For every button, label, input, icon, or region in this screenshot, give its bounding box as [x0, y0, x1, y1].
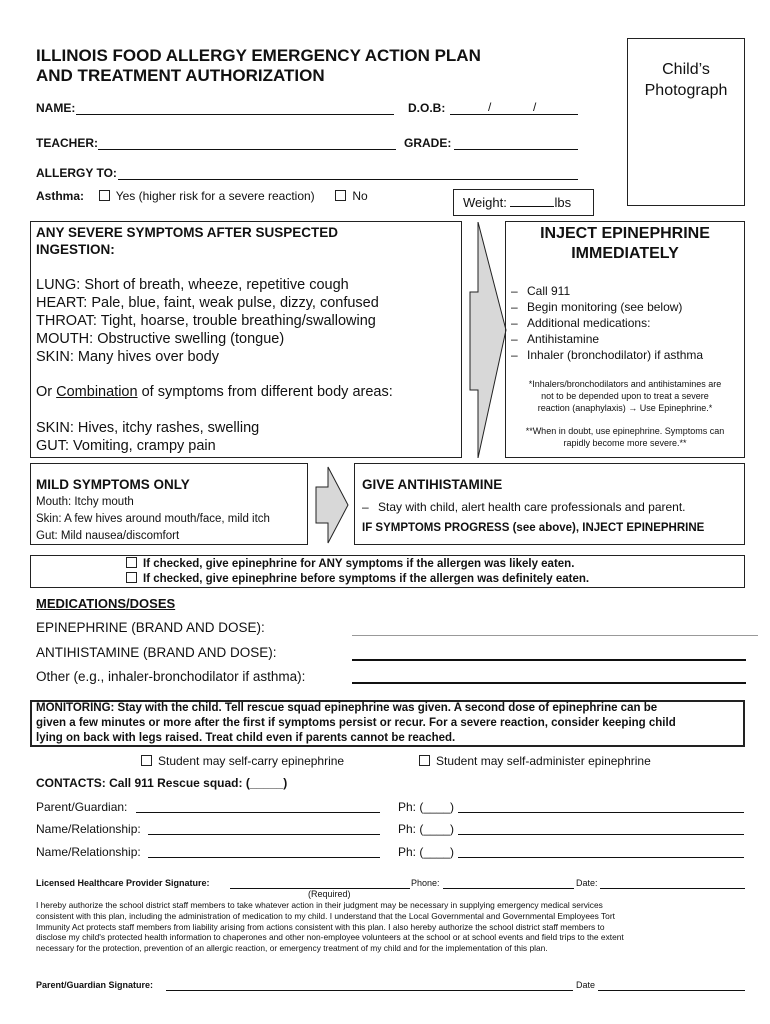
- auth-line-4: disclose my child's protected health information to chaperones and other non-employee volunteers at the school or at school events and field trips to the extent: [36, 932, 624, 943]
- authorization-text: [36, 900, 624, 954]
- dob-label: D.O.B:: [408, 101, 446, 115]
- contact-1-label: Name/Relationship:: [36, 822, 141, 836]
- combination-line: [36, 384, 393, 400]
- combination-suffix: of symptoms from different body areas:: [137, 384, 393, 400]
- inject-heading-line-2: IMMEDIATELY: [571, 245, 679, 262]
- provider-date-label: Date:: [576, 878, 598, 888]
- parent-guardian-field[interactable]: [136, 812, 380, 813]
- auth-line-3: Immunity Act protects staff members from liability arising from actions consistent with this plan. I also hereby authorize the school district staff members to: [36, 921, 605, 932]
- name-label: NAME:: [36, 101, 76, 115]
- teacher-label: TEACHER:: [36, 136, 98, 150]
- dob-separator-1: /: [488, 100, 492, 114]
- self-carry-row: [141, 754, 344, 768]
- self-administer-row: [419, 754, 651, 768]
- asthma-yes-label: Yes (higher risk for a severe reaction): [115, 189, 315, 203]
- other-med-field[interactable]: [352, 682, 746, 684]
- note-1-line-3: reaction (anaphylaxis) → Use Epinephrine.*: [537, 403, 713, 413]
- symptom-throat: THROAT: Tight, hoarse, trouble breathing/swallowing: [36, 313, 376, 329]
- allergy-field[interactable]: [118, 179, 578, 180]
- auth-line-5: necessary for the protection, prevention of an allergic reaction, or emergency treatment of my child and for the implementation of this plan.: [36, 943, 548, 954]
- right-arrow-icon: [468, 222, 508, 458]
- parent-phone-field[interactable]: [458, 812, 744, 813]
- dob-separator-2: /: [533, 100, 537, 114]
- inject-note-1: [505, 378, 745, 414]
- contact-2-field[interactable]: [148, 857, 380, 858]
- inject-heading: [505, 224, 745, 264]
- name-field[interactable]: [76, 114, 394, 115]
- contacts-heading: CONTACTS: Call 911 Rescue squad: (_____): [36, 776, 288, 790]
- antihistamine-dose-field[interactable]: [352, 659, 746, 661]
- contact-2-label: Name/Relationship:: [36, 845, 141, 859]
- monitoring-line-2: given a few minutes or more after the first if symptoms persist or recur. For a severe reaction, consider keeping child: [36, 717, 676, 729]
- inject-heading-line-1: INJECT EPINEPHRINE: [540, 225, 710, 242]
- severe-symptom-list: [36, 276, 379, 366]
- contact-1-field[interactable]: [148, 834, 380, 835]
- self-carry-label: Student may self-carry epinephrine: [158, 754, 345, 768]
- step-monitoring: – Begin monitoring (see below): [527, 299, 703, 315]
- combination-list: [36, 419, 259, 455]
- contact-2-phone-label: Ph: (____): [398, 845, 455, 859]
- required-note: (Required): [308, 889, 351, 899]
- title-line-1: ILLINOIS FOOD ALLERGY EMERGENCY ACTION PLAN: [36, 46, 481, 65]
- photo-label-1: Child’s: [662, 61, 710, 78]
- note-1-line-2: not to be depended upon to treat a severe: [541, 391, 709, 401]
- asthma-label: Asthma:: [36, 189, 85, 203]
- note-1-line-1: *Inhalers/bronchodilators and antihistamines are: [528, 379, 722, 389]
- antihistamine-step: – Stay with child, alert health care professionals and parent.: [378, 500, 686, 514]
- weight-label: Weight:: [463, 195, 507, 210]
- inject-steps: [527, 283, 703, 363]
- inject-note-2: [505, 425, 745, 449]
- parent-phone-label: Ph: (____): [398, 800, 455, 814]
- antihistamine-progress: IF SYMPTOMS PROGRESS (see above), INJECT EPINEPHRINE: [362, 522, 705, 534]
- antihistamine-heading: GIVE ANTIHISTAMINE: [362, 477, 503, 492]
- mild-mouth: Mouth: Itchy mouth: [36, 496, 134, 508]
- symptom-mouth: MOUTH: Obstructive swelling (tongue): [36, 331, 285, 347]
- before-symptoms-label: If checked, give epinephrine before symptoms if the allergen was definitely eaten.: [143, 573, 590, 585]
- contact-2-phone-field[interactable]: [458, 857, 744, 858]
- contact-1-phone-field[interactable]: [458, 834, 744, 835]
- symptom-heart: HEART: Pale, blue, faint, weak pulse, dizzy, confused: [36, 295, 379, 311]
- asthma-no-checkbox[interactable]: [335, 190, 346, 201]
- severe-heading-line-2: INGESTION:: [36, 242, 115, 257]
- step-call-911: – Call 911: [527, 283, 703, 299]
- monitoring-text: [36, 701, 676, 746]
- before-symptoms-checkbox[interactable]: [126, 572, 137, 583]
- note-2-line-2: rapidly become more severe.**: [563, 438, 687, 448]
- provider-phone-label: Phone:: [411, 878, 440, 888]
- epinephrine-dose-label: EPINEPHRINE (BRAND AND DOSE):: [36, 620, 265, 635]
- grade-label: GRADE:: [404, 136, 452, 150]
- severe-heading: [36, 224, 338, 258]
- weight-field[interactable]: [510, 195, 554, 207]
- mild-gut: Gut: Mild nausea/discomfort: [36, 530, 180, 542]
- mild-heading: MILD SYMPTOMS ONLY: [36, 477, 190, 492]
- epinephrine-dose-field[interactable]: [352, 635, 758, 636]
- antihistamine-steps: [378, 500, 686, 514]
- symptom-skin: SKIN: Many hives over body: [36, 349, 219, 365]
- grade-field[interactable]: [454, 149, 578, 150]
- step-inhaler: – Inhaler (bronchodilator) if asthma: [527, 347, 703, 363]
- medications-heading: MEDICATIONS/DOSES: [36, 596, 176, 611]
- auth-line-1: I hereby authorize the school district staff members to take whatever action in their judgment may be necessary in supplying emergency medical services: [36, 900, 603, 910]
- parent-signature-label: Parent/Guardian Signature:: [36, 980, 154, 990]
- monitoring-line-1: MONITORING: Stay with the child. Tell rescue squad epinephrine was given. A second dose of epinephrine can be: [36, 702, 658, 714]
- asthma-row: [36, 189, 368, 203]
- monitoring-line-3: lying on back with legs raised. Treat child even if parents cannot be reached.: [36, 732, 456, 744]
- symptom-lung: LUNG: Short of breath, wheeze, repetitive cough: [36, 277, 349, 293]
- photo-label-2: Photograph: [644, 82, 728, 99]
- auth-line-2: consistent with this plan, including the administration of medication to my child. I understand that the Local Governmental and Governmental Employees Tort: [36, 910, 615, 921]
- self-administer-checkbox[interactable]: [419, 755, 430, 766]
- combo-skin: SKIN: Hives, itchy rashes, swelling: [36, 420, 260, 436]
- mild-list: [36, 494, 270, 545]
- weight-unit: lbs: [554, 195, 572, 210]
- self-carry-checkbox[interactable]: [141, 755, 152, 766]
- provider-date-field[interactable]: [600, 888, 745, 889]
- asthma-no-label: No: [352, 189, 368, 203]
- parent-date-field[interactable]: [598, 990, 745, 991]
- allergy-label: ALLERGY TO:: [36, 166, 117, 180]
- any-symptoms-checkbox[interactable]: [126, 557, 137, 568]
- epinephrine-options: [126, 557, 589, 587]
- teacher-field[interactable]: [98, 149, 396, 150]
- provider-signature-label: Licensed Healthcare Provider Signature:: [36, 878, 210, 888]
- parent-date-label: Date: [576, 980, 596, 990]
- parent-guardian-label: Parent/Guardian:: [36, 800, 128, 814]
- combination-prefix: Or: [36, 384, 57, 400]
- step-additional-meds: – Additional medications:: [527, 315, 703, 331]
- severe-heading-line-1: ANY SEVERE SYMPTOMS AFTER SUSPECTED: [36, 225, 339, 240]
- contact-1-phone-label: Ph: (____): [398, 822, 455, 836]
- other-med-label: Other (e.g., inhaler-bronchodilator if asthma):: [36, 669, 306, 684]
- photo-box: [627, 38, 745, 206]
- antihistamine-dose-label: ANTIHISTAMINE (BRAND AND DOSE):: [36, 645, 277, 660]
- combo-gut: GUT: Vomiting, crampy pain: [36, 438, 216, 454]
- asthma-yes-checkbox[interactable]: [99, 190, 110, 201]
- self-administer-label: Student may self-administer epinephrine: [436, 754, 651, 768]
- provider-phone-field[interactable]: [443, 888, 574, 889]
- title-line-2: AND TREATMENT AUTHORIZATION: [36, 66, 325, 85]
- combination-word: Combination: [56, 384, 138, 400]
- weight-box: [453, 189, 594, 216]
- form-title: [36, 46, 481, 86]
- mild-skin: Skin: A few hives around mouth/face, mild itch: [36, 513, 270, 525]
- right-arrow-small-icon: [314, 465, 350, 545]
- dob-field[interactable]: [450, 114, 578, 115]
- note-2-line-1: **When in doubt, use epinephrine. Symptoms can: [525, 426, 725, 436]
- step-antihistamine: – Antihistamine: [527, 331, 703, 347]
- parent-signature-field[interactable]: [166, 990, 573, 991]
- any-symptoms-label: If checked, give epinephrine for ANY symptoms if the allergen was likely eaten.: [143, 558, 575, 570]
